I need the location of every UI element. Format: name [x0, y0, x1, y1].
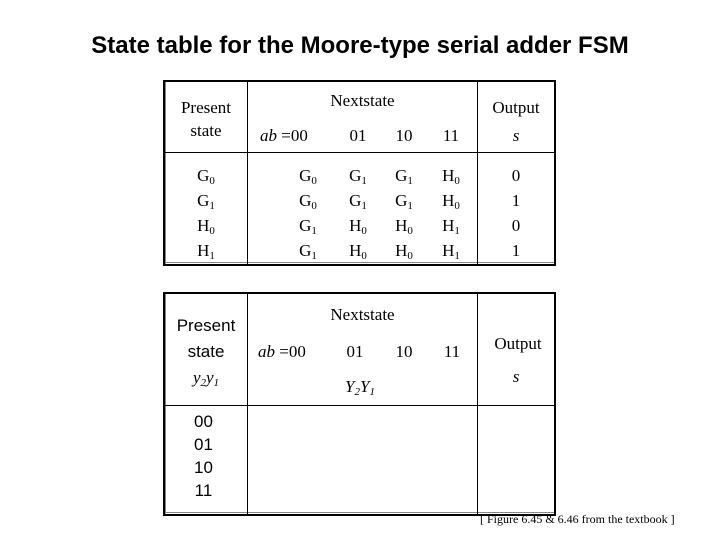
table1-col-01: 01: [349, 126, 367, 145]
table1-output-label: Output: [492, 98, 540, 117]
table1-top-border: [163, 80, 556, 82]
page-title: State table for the Moore-type serial adder FSM: [91, 32, 629, 59]
table1-header-sep: [163, 152, 556, 153]
table1-next-state-r0-c3: $H_0$: [442, 166, 460, 187]
table1-next-state-r2-c2: $H_0$: [395, 216, 413, 237]
table2-present-label: Present: [176, 316, 236, 335]
table2-output-label: Output: [494, 334, 542, 353]
table1-output-1: 1: [511, 191, 521, 210]
table1-next-state-r2-c3: $H_1$: [442, 216, 460, 237]
table2-right-border: [554, 292, 556, 515]
table1-next-state-r2-c0: $G_1$: [299, 216, 317, 237]
table1-next-state-r1-c2: $G_1$: [395, 191, 413, 212]
table1-s-label: s: [512, 126, 520, 145]
table1-present-column: [166, 163, 246, 263]
table1-next-state-r3-c1: $H_0$: [349, 241, 367, 262]
table1-col-11: 11: [442, 126, 460, 145]
table1-output-0: 0: [511, 166, 521, 185]
table1-next-state-r0-c1: $G_1$: [349, 166, 367, 187]
table1-next-state-r0-c2: $G_1$: [395, 166, 413, 187]
table2-sep-present: [247, 292, 248, 515]
table2-col-01: 01: [346, 342, 364, 361]
table1-present-state-1: $G_1$: [197, 191, 215, 212]
table2-code-1: 01: [194, 435, 213, 454]
table1-next-state-r1-c3: $H_0$: [442, 191, 460, 212]
table1-present-state-0: $G_0$: [197, 166, 215, 187]
table2-sep-output: [477, 292, 478, 515]
table1-state-label: state: [190, 121, 222, 140]
table1-present-state-3: $H_1$: [197, 241, 215, 262]
table1-right-border: [554, 80, 556, 266]
table1-next-state-r0-c0: $G_0$: [299, 166, 317, 187]
table1-col-10: 10: [395, 126, 413, 145]
table2-ab-header: ab =00: [258, 342, 306, 361]
table1-next-state-r1-c0: $G_0$: [299, 191, 317, 212]
table2-state-label: state: [187, 342, 225, 361]
table1-present-state-2: $H_0$: [197, 216, 215, 237]
figure-caption: [ Figure 6.45 & 6.46 from the textbook ]: [480, 512, 675, 526]
table2-code-3: 11: [194, 481, 213, 500]
table1-next-00-column: [288, 163, 328, 263]
table1-ab-header: ab =00: [260, 126, 308, 145]
table1-bottom-border: [163, 264, 556, 266]
table1-next-state-r3-c3: $H_1$: [442, 241, 460, 262]
table1-next-state-r1-c1: $G_1$: [349, 191, 367, 212]
table2-header-sep: [163, 405, 556, 406]
table1-next-state-r2-c1: $H_0$: [349, 216, 367, 237]
table1-next-10-column: [384, 163, 424, 263]
table2-y2y1-label: $y_2y_1$: [192, 368, 220, 389]
table2-Y2Y1-label: $Y_2Y_1$: [345, 377, 375, 398]
table1-next-01-column: [338, 163, 378, 263]
table2-code-2: 10: [194, 458, 213, 477]
table1-present-label: Present: [180, 98, 232, 117]
table2-code-column: [166, 410, 241, 502]
table2-col-10: 10: [395, 342, 413, 361]
table1-next-state-r3-c0: $G_1$: [299, 241, 317, 262]
table1-output-3: 1: [511, 241, 521, 260]
table2-top-border: [163, 292, 556, 294]
table1-next-state-r3-c2: $H_0$: [395, 241, 413, 262]
table1-next-11-column: [431, 163, 471, 263]
table2-nextstate-label: Nextstate: [330, 305, 395, 324]
table2-code-0: 00: [194, 412, 213, 431]
table1-output-column: [478, 163, 554, 263]
table1-output-2: 0: [511, 216, 521, 235]
table1-nextstate-label: Nextstate: [330, 91, 395, 110]
table2-s-label: s: [512, 367, 520, 386]
table2-col-11: 11: [443, 342, 461, 361]
